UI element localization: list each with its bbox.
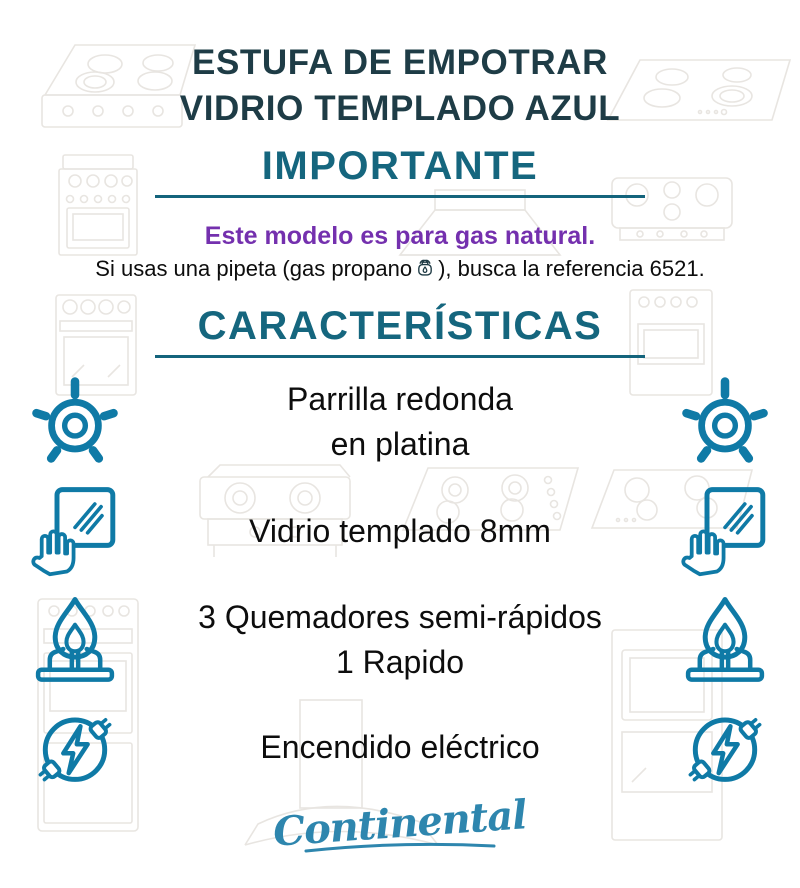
- features-list: [0, 366, 800, 798]
- tempered-glass-icon: [30, 484, 120, 578]
- important-section-heading: [155, 144, 645, 198]
- page-title-line1: ESTUFA DE EMPOTRAR: [192, 43, 608, 82]
- burner-flame-icon-right: [680, 593, 770, 687]
- electric-ignition-icon: [30, 700, 120, 794]
- gas-cylinder-icon: [414, 256, 436, 280]
- feature-row-quemadores: [0, 584, 800, 696]
- feature-row-vidrio: [0, 478, 800, 584]
- features-heading-text: CARACTERÍSTICAS: [197, 304, 603, 349]
- important-heading-text: IMPORTANTE: [261, 144, 539, 189]
- round-grate-icon: [30, 375, 120, 469]
- propane-note-after: ), busca la referencia 6521.: [438, 256, 705, 282]
- feature-text-parrilla: Parrilla redonda en platina: [287, 380, 513, 463]
- feature-text-encendido: Encendido eléctrico: [260, 728, 540, 765]
- feature-text-quemadores: 3 Quemadores semi-rápidos 1 Rapido: [198, 598, 602, 681]
- burner-flame-icon: [30, 593, 120, 687]
- feature-row-parrilla: [0, 366, 800, 478]
- brand-logo: [271, 791, 529, 857]
- brand-logo-text: Continental: [271, 791, 529, 857]
- page-title: [180, 40, 620, 132]
- electric-ignition-icon-right: [680, 700, 770, 794]
- round-grate-icon-right: [680, 375, 770, 469]
- page-title-line2: VIDRIO TEMPLADO AZUL: [179, 89, 621, 129]
- feature-text-vidrio: Vidrio templado 8mm: [249, 512, 551, 549]
- feature-row-encendido: [0, 696, 800, 798]
- features-section-heading: [155, 304, 645, 358]
- gas-natural-highlight: Este modelo es para gas natural.: [204, 222, 596, 251]
- tempered-glass-icon-right: [680, 484, 770, 578]
- propane-note: [95, 256, 704, 282]
- propane-note-before: Si usas una pipeta (gas propano: [95, 256, 413, 282]
